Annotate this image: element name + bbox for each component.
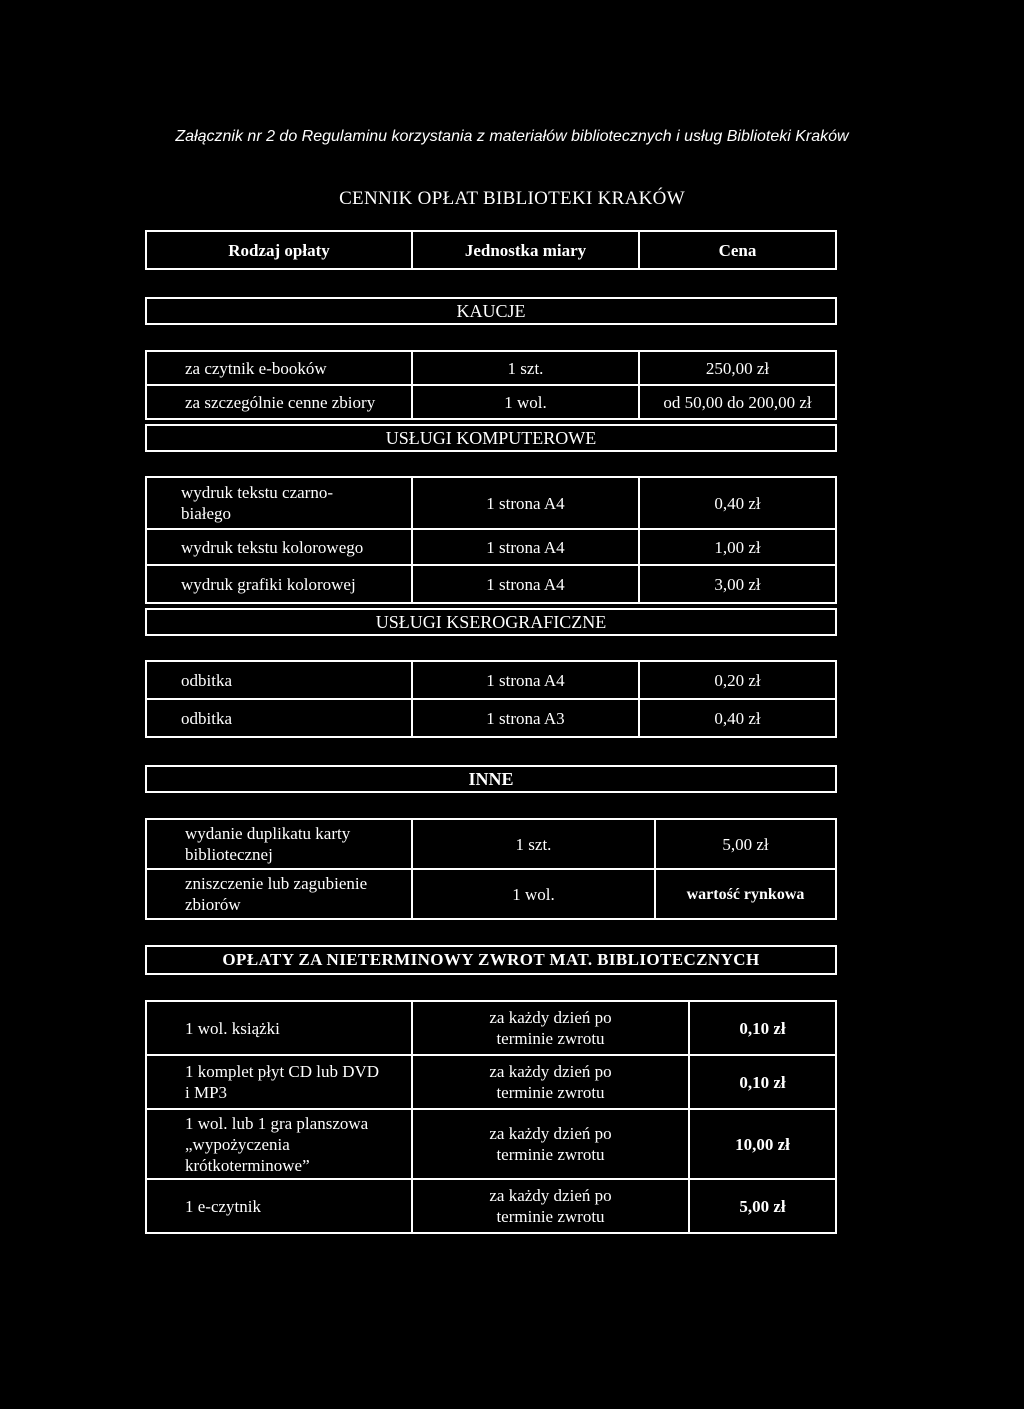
table-row-unit: 1 strona A4: [411, 528, 640, 566]
table-row-unit: za każdy dzień po terminie zwrotu: [411, 1000, 690, 1056]
page-title: CENNIK OPŁAT BIBLIOTEKI KRAKÓW: [339, 188, 685, 209]
table-row-type: za szczególnie cenne zbiory: [145, 384, 413, 420]
table-row-price: 5,00 zł: [654, 818, 837, 870]
table-row-unit: 1 strona A4: [411, 476, 640, 530]
table-row-unit: 1 strona A4: [411, 660, 640, 700]
section-heading-zwrot: OPŁATY ZA NIETERMINOWY ZWROT MAT. BIBLIOTECZNYCH: [145, 945, 837, 975]
table-row-price: 0,10 zł: [688, 1054, 837, 1110]
table-row-price: 0,40 zł: [638, 698, 837, 738]
table-row-price: 5,00 zł: [688, 1178, 837, 1234]
table-row-price: 0,20 zł: [638, 660, 837, 700]
section-heading-kserograficzne: USŁUGI KSEROGRAFICZNE: [145, 608, 837, 636]
table-row-price: 250,00 zł: [638, 350, 837, 386]
table-row-unit: 1 szt.: [411, 818, 656, 870]
table-row-type: zniszczenie lub zagubienie zbiorów: [145, 868, 413, 920]
table-row-unit: 1 wol.: [411, 868, 656, 920]
table-row-price: 0,10 zł: [688, 1000, 837, 1056]
table-row-unit: 1 wol.: [411, 384, 640, 420]
table-row-type: wydruk tekstu czarno-białego: [145, 476, 413, 530]
table-row-type: wydruk grafiki kolorowej: [145, 564, 413, 604]
table-row-price: 3,00 zł: [638, 564, 837, 604]
table-row-price: wartość rynkowa: [654, 868, 837, 920]
table-row-type: wydruk tekstu kolorowego: [145, 528, 413, 566]
table-row-unit: za każdy dzień po terminie zwrotu: [411, 1054, 690, 1110]
section-heading-inne: INNE: [145, 765, 837, 793]
table-row-price: 1,00 zł: [638, 528, 837, 566]
column-header-price: Cena: [638, 230, 837, 270]
table-row-unit: za każdy dzień po terminie zwrotu: [411, 1178, 690, 1234]
table-row-type: wydanie duplikatu karty bibliotecznej: [145, 818, 413, 870]
document-subtitle: Załącznik nr 2 do Regulaminu korzystania z materiałów bibliotecznych i usług Biblioteki Kraków: [175, 128, 849, 145]
table-row-unit: 1 szt.: [411, 350, 640, 386]
table-row-unit: za każdy dzień po terminie zwrotu: [411, 1108, 690, 1180]
table-row-type: 1 e-czytnik: [145, 1178, 413, 1234]
table-row-unit: 1 strona A3: [411, 698, 640, 738]
table-row-price: od 50,00 do 200,00 zł: [638, 384, 837, 420]
table-row-price: 0,40 zł: [638, 476, 837, 530]
table-row-type: 1 wol. książki: [145, 1000, 413, 1056]
table-row-unit: 1 strona A4: [411, 564, 640, 604]
section-heading-kaucje: KAUCJE: [145, 297, 837, 325]
table-row-type: za czytnik e-booków: [145, 350, 413, 386]
table-row-price: 10,00 zł: [688, 1108, 837, 1180]
column-header-unit: Jednostka miary: [411, 230, 640, 270]
table-row-type: odbitka: [145, 698, 413, 738]
table-row-type: odbitka: [145, 660, 413, 700]
table-row-type: 1 komplet płyt CD lub DVD i MP3: [145, 1054, 413, 1110]
column-header-type: Rodzaj opłaty: [145, 230, 413, 270]
table-row-type: 1 wol. lub 1 gra planszowa „wypożyczenia krótkoterminowe”: [145, 1108, 413, 1180]
section-heading-komputerowe: USŁUGI KOMPUTEROWE: [145, 424, 837, 452]
